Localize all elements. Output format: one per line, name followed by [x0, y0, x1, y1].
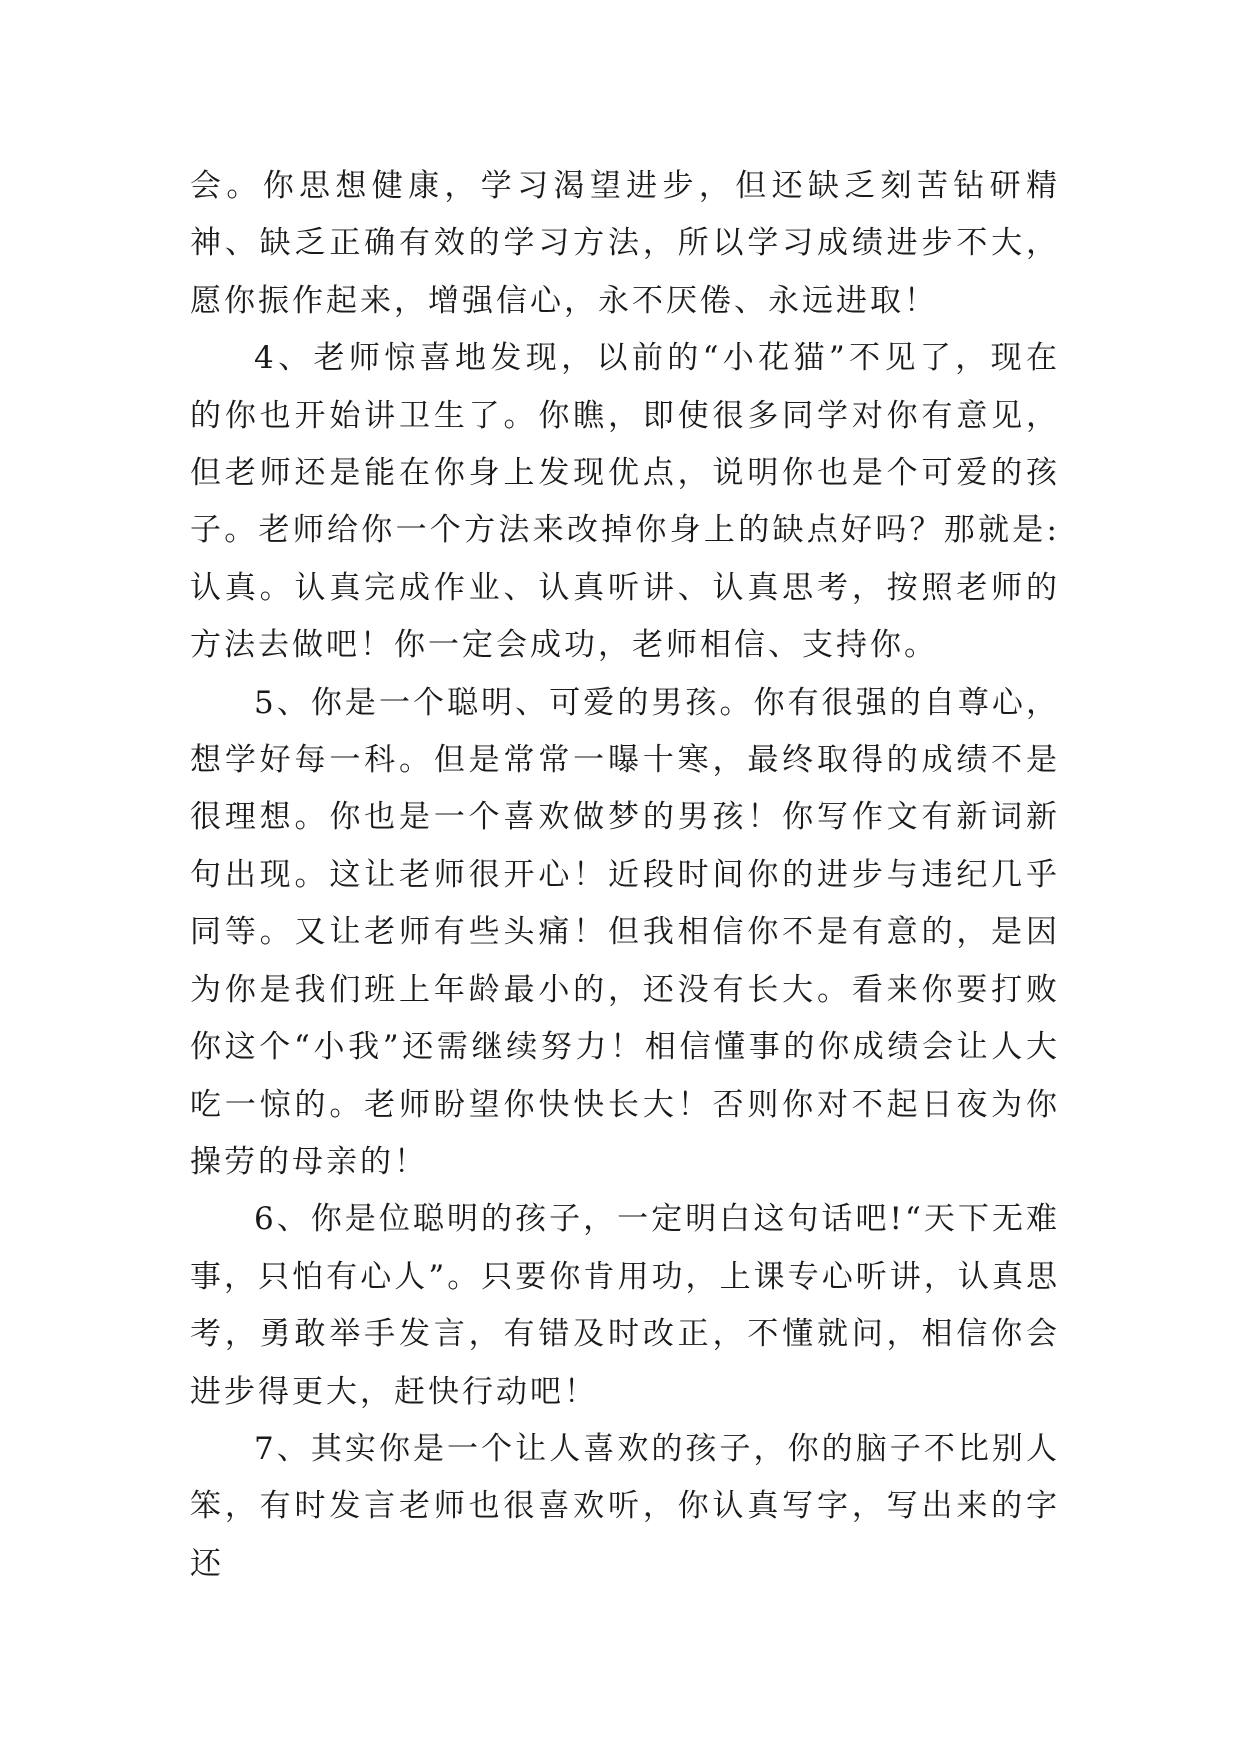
- document-body: [190, 158, 1060, 1593]
- paragraph-item-5: 5、你是一个聪明、可爱的男孩。你有很强的自尊心，想学好每一科。但是常常一曝十寒，最终取得的成绩不是很理想。你也是一个喜欢做梦的男孩！你写作文有新词新句出现。这让老师很开心！近段时间你的进步与违纪几乎同等。又让老师有些头痛！但我相信你不是有意的，是因为你是我们班上年龄最小的，还没有长大。看来你要打败你这个“小我”还需继续努力！相信懂事的你成绩会让人大吃一惊的。老师盼望你快快长大！否则你对不起日夜为你操劳的母亲的！: [190, 684, 1060, 1180]
- paragraph-continued: 会。你思想健康，学习渴望进步，但还缺乏刻苦钻研精神、缺乏正确有效的学习方法，所以学习成绩进步不大，愿你振作起来，增强信心，永不厌倦、永远进取！: [190, 168, 1060, 319]
- paragraph-item-7: 7、其实你是一个让人喜欢的孩子，你的脑子不比别人笨，有时发言老师也很喜欢听，你认真写字，写出来的字还: [190, 1430, 1060, 1582]
- paragraph-item-6: 6、你是位聪明的孩子，一定明白这句话吧!“天下无难事，只怕有心人”。只要你肯用功，上课专心听讲，认真思考，勇敢举手发言，有错及时改正，不懂就问，相信你会进步得更大，赶快行动吧！: [190, 1201, 1060, 1410]
- paragraph-item-4: 4、老师惊喜地发现，以前的“小花猫”不见了，现在的你也开始讲卫生了。你瞧，即使很多同学对你有意见，但老师还是能在你身上发现优点，说明你也是个可爱的孩子。老师给你一个方法来改掉你身上的缺点好吗？那就是:认真。认真完成作业、认真听讲、认真思考，按照老师的方法去做吧！你一定会成功，老师相信、支持你。: [190, 340, 1060, 664]
